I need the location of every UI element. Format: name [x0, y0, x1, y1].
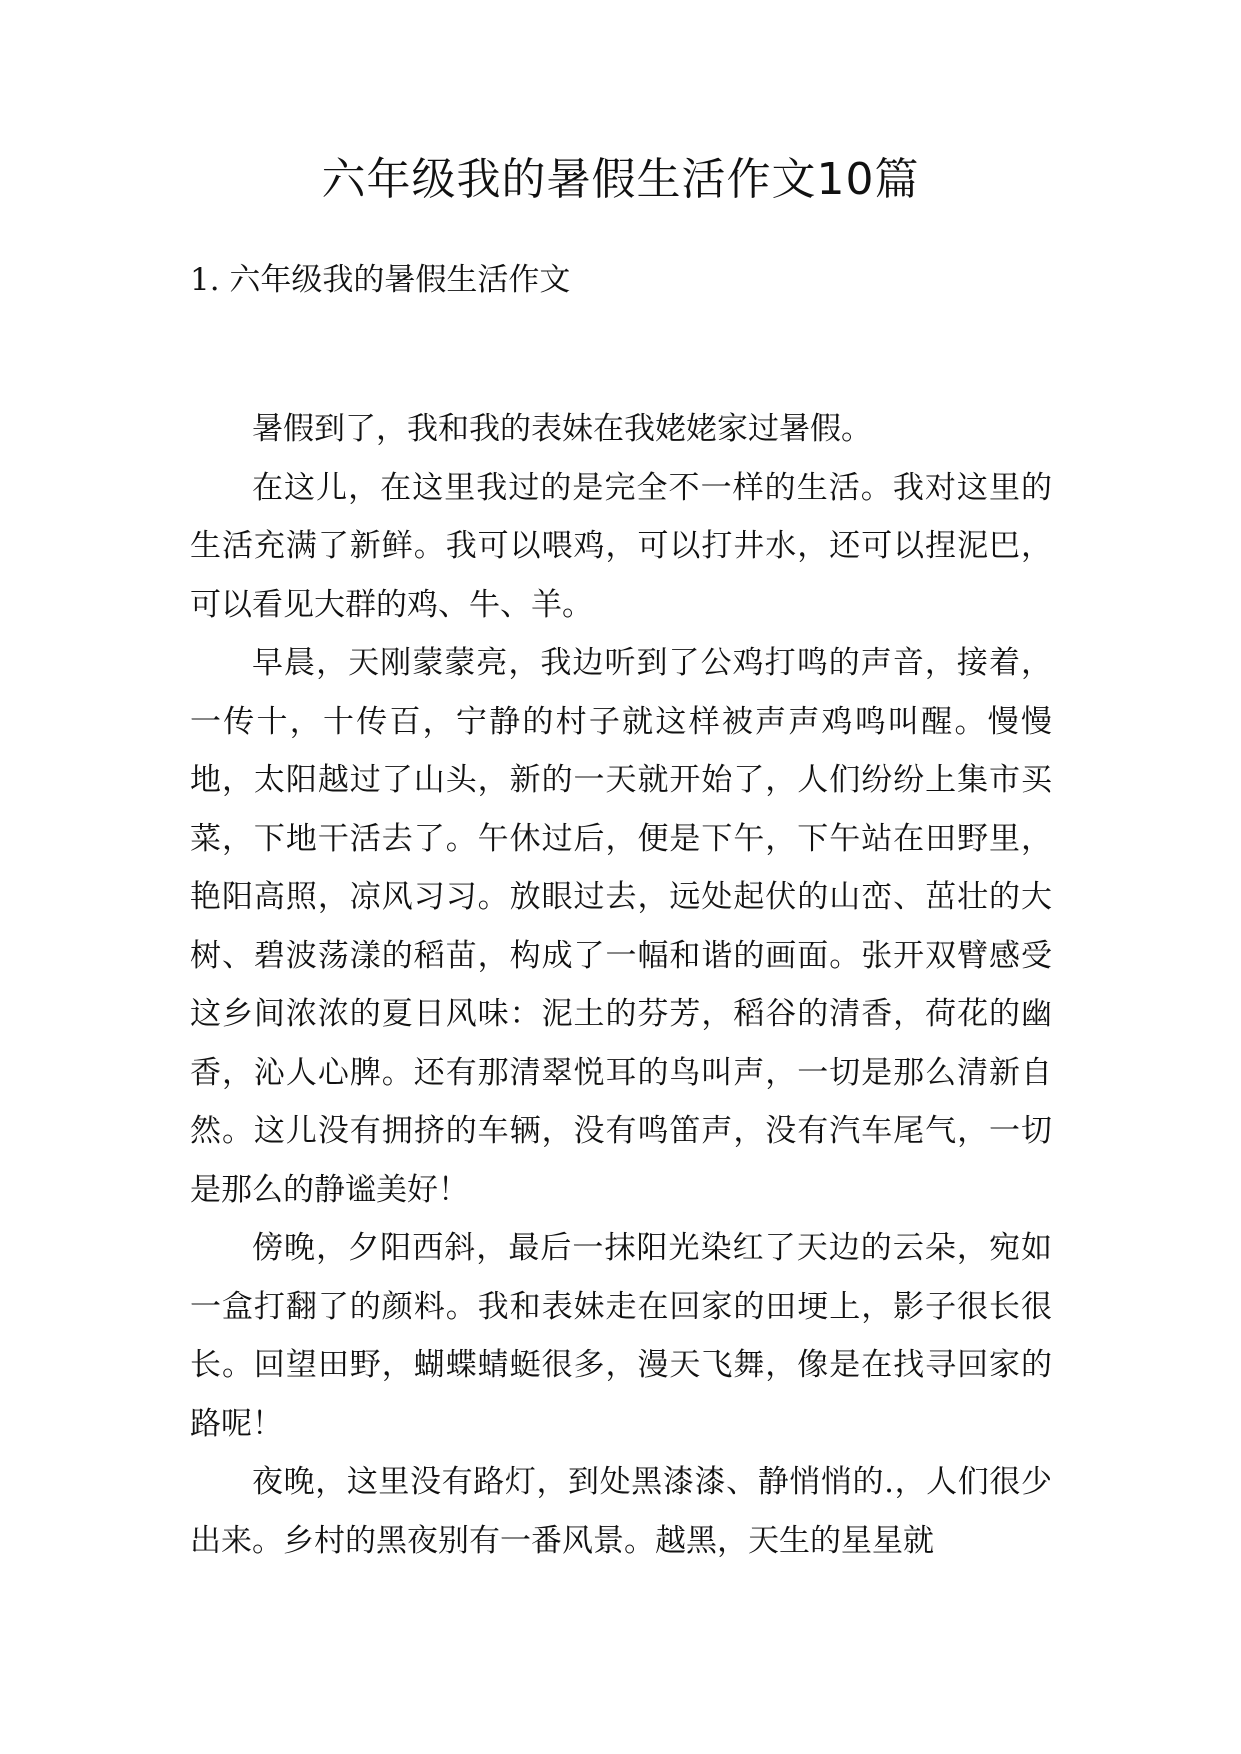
essay-body [190, 400, 1052, 1570]
paragraph: 早晨，天刚蒙蒙亮，我边听到了公鸡打鸣的声音，接着，一传十，十传百，宁静的村子就这样被声声鸡鸣叫醒。慢慢地，太阳越过了山头，新的一天就开始了，人们纷纷上集市买菜，下地干活去了。午休过后，便是下午，下午站在田野里，艳阳高照，凉风习习。放眼过去，远处起伏的山峦、茁壮的大树、碧波荡漾的稻苗，构成了一幅和谐的画面。张开双臂感受这乡间浓浓的夏日风味：泥土的芬芳，稻谷的清香，荷花的幽香，沁人心脾。还有那清翠悦耳的鸟叫声，一切是那么清新自然。这儿没有拥挤的车辆，没有鸣笛声，没有汽车尾气，一切是那么的静谧美好！ [190, 645, 1052, 1208]
paragraph: 傍晚，夕阳西斜，最后一抹阳光染红了天边的云朵，宛如一盒打翻了的颜料。我和表妹走在回家的田埂上，影子很长很长。回望田野，蝴蝶蜻蜓很多，漫天飞舞，像是在找寻回家的路呢！ [190, 1230, 1052, 1442]
section-heading: 1. 六年级我的暑假生活作文 [190, 262, 571, 298]
paragraph: 暑假到了，我和我的表妹在我姥姥家过暑假。 [252, 411, 872, 447]
document-title: 六年级我的暑假生活作文10篇 [321, 154, 920, 205]
paragraph: 夜晚，这里没有路灯，到处黑漆漆、静悄悄的.，人们很少出来。乡村的黑夜别有一番风景。越黑，天生的星星就 [190, 1464, 1052, 1559]
paragraph: 在这儿，在这里我过的是完全不一样的生活。我对这里的生活充满了新鲜。我可以喂鸡，可以打井水，还可以捏泥巴，可以看见大群的鸡、牛、羊。 [190, 469, 1052, 623]
